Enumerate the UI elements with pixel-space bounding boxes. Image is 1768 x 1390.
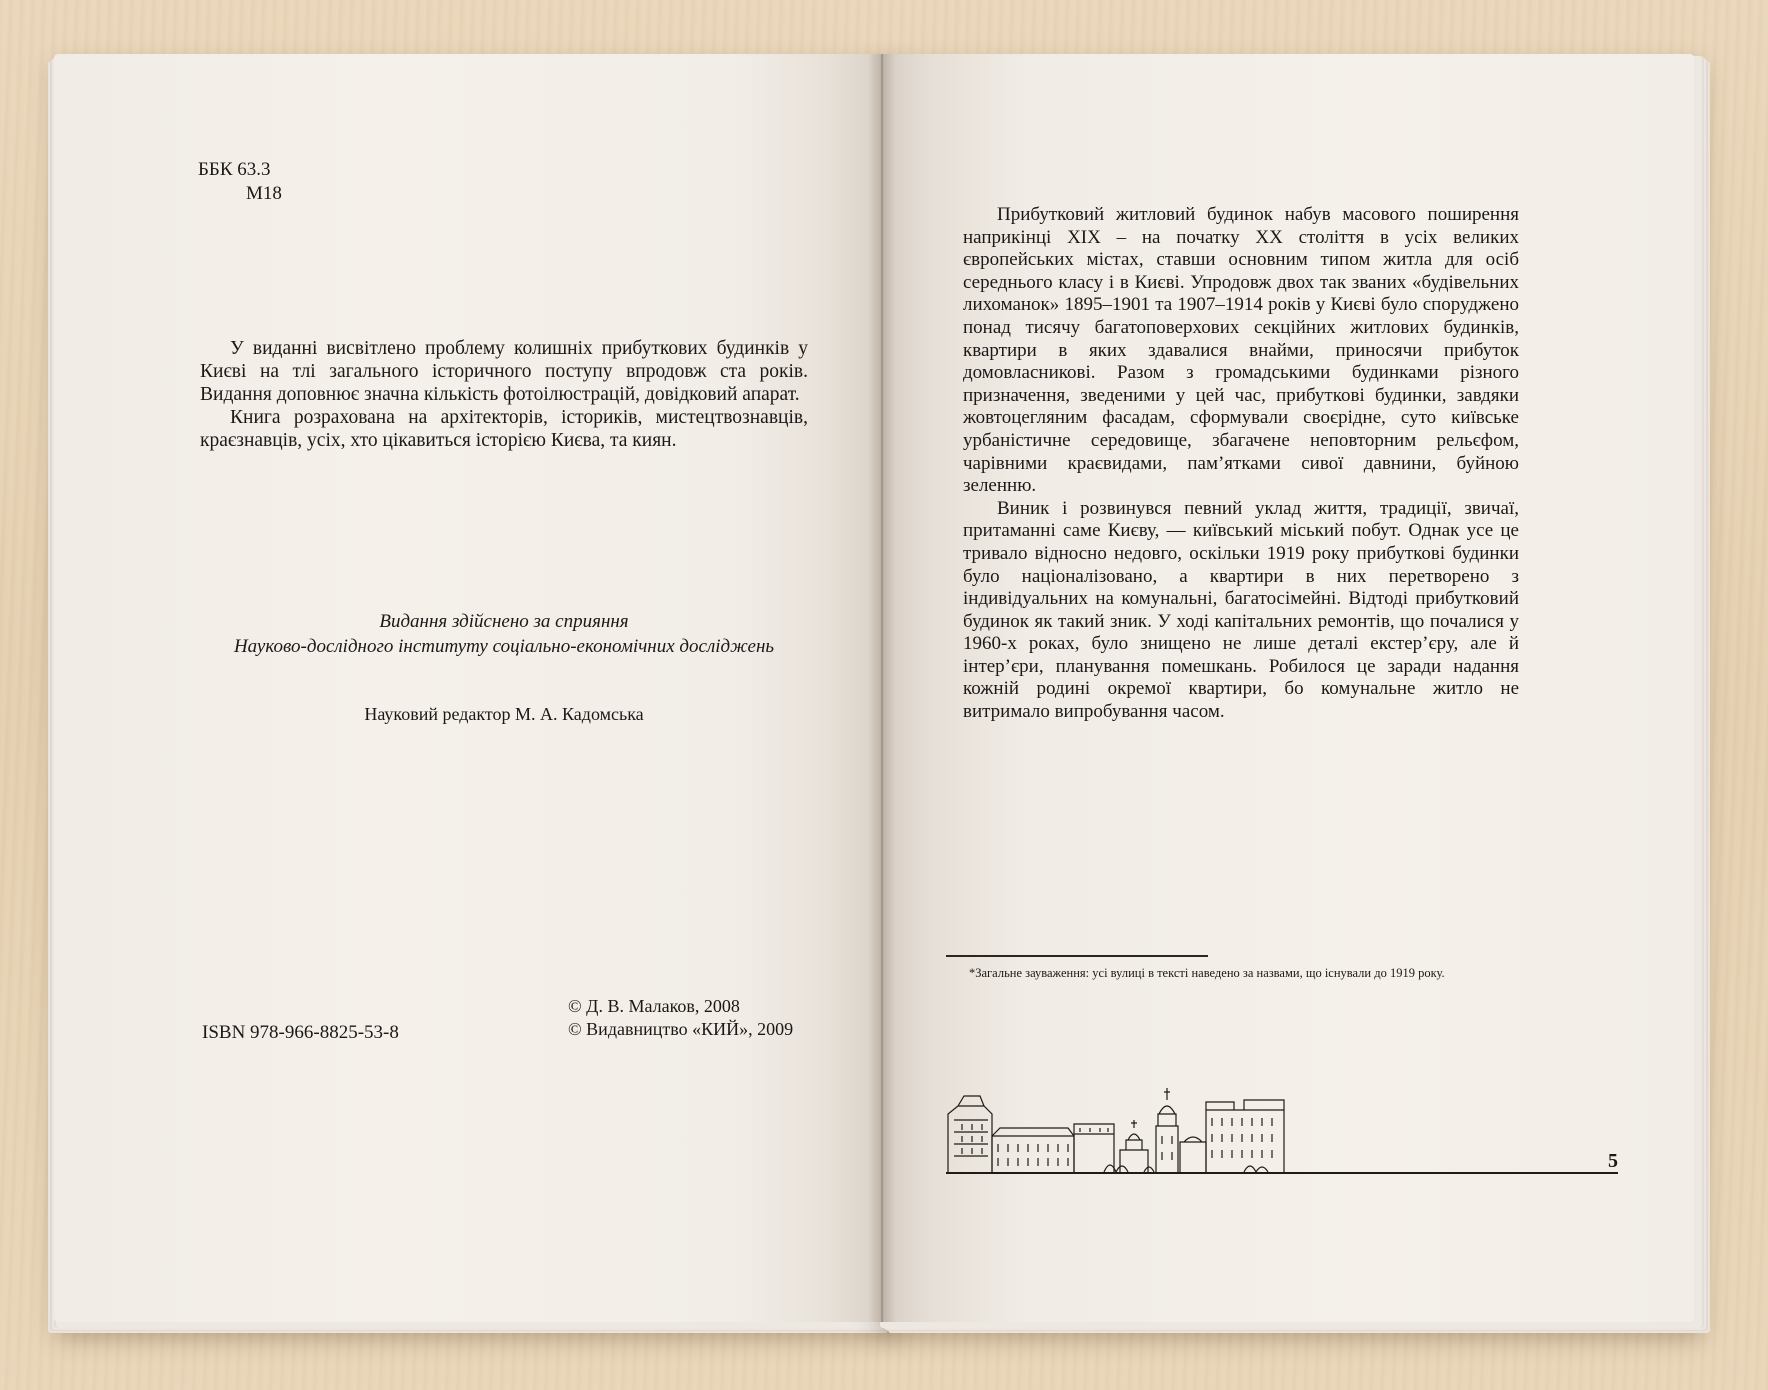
copyright-publisher: © Видавництво «КИЙ», 2009 [568,1019,794,1039]
isbn: ISBN 978-966-8825-53-8 [202,1022,399,1043]
abstract-paragraph: У виданні висвітлено проблему колишніх прибуткових будинків у Києві на тлі загального історичного поступу впродовж ста років. Видання доповнює значна кількість фотоілюстрацій, довідковий апарат. [200,338,808,405]
left-page [54,54,882,1322]
body-text [963,204,1519,724]
body-paragraph: Прибутковий житловий будинок набув масового поширення наприкінці XIX – на початку XX століття в усіх великих європейських містах, ставши основним типом житла для осіб середнього класу і в Києві. Упродовж двох так званих «будівельних лихоманок» 1895–1901 та 1907–1914 років у Києві було споруджено понад тисячу багатоповерхових секційних житлових будинків, квартири в яких здавалися внайми, приносячи прибуток домовласникові. Разом з громадськими будинками різного призначення, зведеними у цей час, прибуткові будинки, завдяки жовтоцегляним фасадам, сформували своєрідне, суто київське урбаністичне середовище, збагачене неповторним рельєфом, чарівними краєвидами, пам’ятками сивої давнини, буйною зеленню. [963,204,1519,497]
scientific-editor: Науковий редактор М. А. Кадомська [364,704,644,724]
book-gutter [868,54,896,1322]
abstract [200,337,808,452]
sponsor-note [200,609,808,659]
footnote: *Загальне зауваження: усі вулиці в тексті наведено за назвами, що існували до 1919 року. [969,966,1445,980]
copyright-author: © Д. В. Малаков, 2008 [568,996,740,1016]
sponsor-line: Науково-дослідного інституту соціально-економічних досліджень [233,636,775,657]
body-paragraph: Виник і розвинувся певний уклад життя, традиції, звичаї, притаманні саме Києву, — київський міський побут. Однак усе це тривало відносно недовго, оскільки 1919 року прибуткові будинки було націоналізовано, а квартири в них перетворено з індивідуальних на комунальні, багатосімейні. Відтоді прибутковий будинок як такий зник. У ході капітальних ремонтів, що почалися у 1960-х роках, було знищено не лише деталі екстер’єру, але й інтер’єри, планування помешкань. Робилося це заради надання кожній родині окремої квартири, бо комунальне житло не витримало випробування часом. [963,497,1519,723]
footnote-rule [946,955,1208,957]
author-mark: М18 [246,183,282,204]
sponsor-line: Видання здійснено за сприяння [379,611,629,632]
abstract-paragraph: Книга розрахована на архітекторів, істориків, мистецтвознавців, краєзнавців, усіх, хто цікавиться історією Києва, та киян. [200,407,808,451]
page-base-rule [946,1172,1618,1174]
page-number: 5 [1608,1150,1618,1172]
city-skyline-illustration [944,1080,1287,1176]
bbk-code: ББК 63.3 [198,159,271,180]
copyright-block [568,995,793,1041]
